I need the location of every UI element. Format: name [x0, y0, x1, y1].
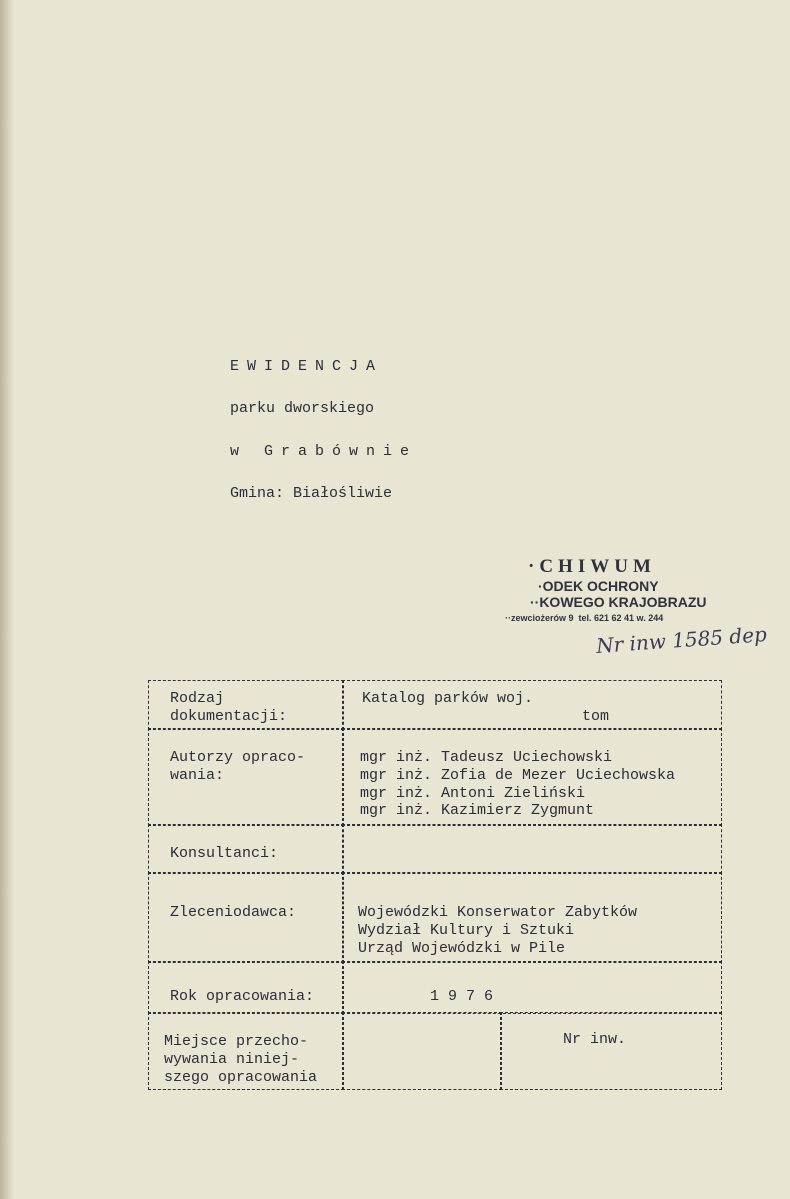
- title-place: w Grabównie: [230, 443, 418, 460]
- label-miejsce: Miejsce przecho- wywania niniej- szego opracowania: [164, 1033, 318, 1086]
- label-autorzy: Autorzy opraco- wania:: [170, 749, 306, 784]
- document-page: EWIDENCJA parku dworskiego w Grabównie Gmina: Białośliwie ·CHIWUM ·ODEK OCHRONY ··KOWEGO KRAJOBRAZU ··zewciożerów 9 tel. 621 62 41 w. 244 Nr inw 1585 dep Rodzaj dokumentacji: Katalog parków woj. tom Autorzy opraco- wania: mgr inż. Tadeusz Uciechowski mgr inż. Zofia de Mezer Uciechowska mgr inż. Antoni Zieliński mgr inż. Kazimierz Zygmunt Konsultanci: Zleceniodawca: Wojewódzki Konserwator Zabytków Wydział Kultury i Sztuki Urząd Wojewódzki w Pile Rok opracowania: 1 9 7 6 Miejsce przecho- wywania niniej- szego opracowania Nr inw.: [0, 0, 790, 1199]
- label-rok: Rok opracowania:: [170, 988, 315, 1005]
- author-4: mgr inż. Kazimierz Zygmunt: [360, 802, 595, 819]
- title-heading: EWIDENCJA: [230, 358, 384, 375]
- title-gmina: Gmina: Białośliwie: [230, 485, 393, 502]
- title-subject: parku dworskiego: [230, 400, 375, 417]
- author-2: mgr inż. Zofia de Mezer Uciechowska: [360, 767, 676, 784]
- author-1: mgr inż. Tadeusz Uciechowski: [360, 749, 613, 766]
- label-rodzaj: Rodzaj dokumentacji:: [170, 690, 288, 725]
- label-konsultanci: Konsultanci:: [170, 845, 279, 862]
- value-rodzaj: Katalog parków woj.: [362, 690, 534, 707]
- label-zleceniodawca: Zleceniodawca:: [170, 904, 297, 921]
- page-edge: [0, 0, 14, 1199]
- handwritten-inventory-number: Nr inw 1585 dep: [595, 622, 768, 658]
- label-nr-inw: Nr inw.: [563, 1031, 627, 1048]
- value-tom: tom: [582, 708, 610, 725]
- value-rok: 1 9 7 6: [430, 988, 494, 1005]
- value-zleceniodawca: Wojewódzki Konserwator Zabytków Wydział Kultury i Sztuki Urząd Wojewódzki w Pile: [358, 904, 638, 957]
- author-3: mgr inż. Antoni Zieliński: [360, 785, 586, 802]
